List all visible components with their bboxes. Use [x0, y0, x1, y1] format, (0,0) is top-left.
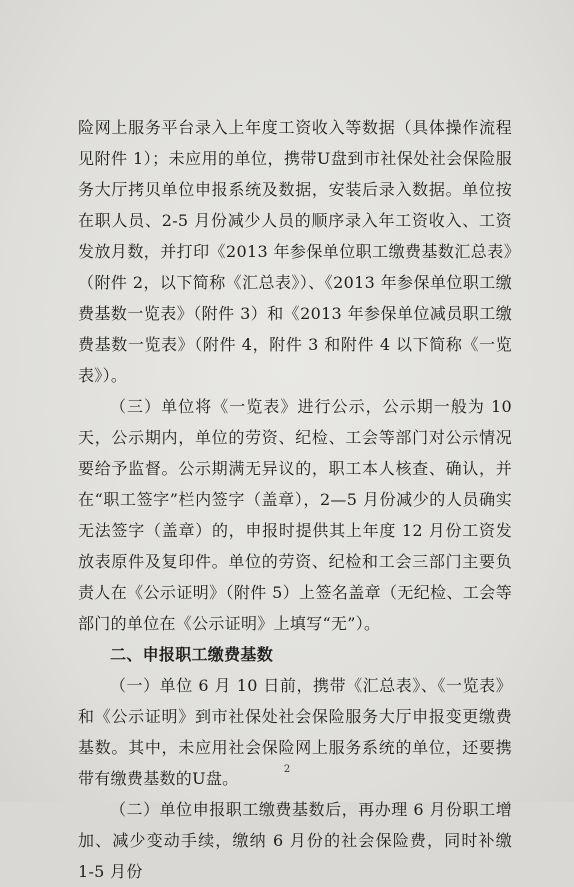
- paragraph-subsection-2: （二）单位申报职工缴费基数后，再办理 6 月份职工增加、减少变动手续，缴纳 6 月份的社会保险费，同时补缴 1-5 月份: [78, 800, 512, 881]
- paragraph-continuation: 险网上服务平台录入上年度工资收入等数据（具体操作流程见附件 1）；未应用的单位，携带U盘到市社保处社会保险服务大厅拷贝单位申报系统及数据，安装后录入数据。单位按在职人员、2-5 月份减少人员的顺序录入年工资收入、工资发放月数，并打印《2013 年参保单位职工缴费基数汇总表》（附件 2，以下简称《汇总表》）、《2013 年参保单位职工缴费基数一览表》（附件 3）和《2013 年参保单位减员职工缴费基数一览表》（附件 4，附件 3 和附件 4 以下简称《一览表》）。: [78, 118, 512, 385]
- section-heading-2: 二、申报职工缴费基数: [110, 645, 274, 664]
- paragraph-subsection-1: （一）单位 6 月 10 日前，携带《汇总表》、《一览表》和《公示证明》到市社保处社会保险服务大厅申报变更缴费基数。其中，未应用社会保险网上服务系统的单位，还要携带有缴费基数的U盘。: [78, 676, 512, 788]
- page-number: 2: [283, 764, 291, 775]
- paragraph-section-3: （三）单位将《一览表》进行公示，公示期一般为 10 天，公示期内，单位的劳资、纪检、工会等部门对公示情况要给予监督。公示期满无异议的，职工本人核查、确认，并在“职工签字”栏内签字（盖章），2—5 月份减少的人员确实无法签字（盖章）的，申报时提供其上年度 12 月份工资发放表原件及复印件。单位的劳资、纪检和工会三部门主要负责人在《公示证明》（附件 5）上签名盖章（无纪检、工会等部门的单位在《公示证明》上填写“无”）。: [78, 397, 512, 633]
